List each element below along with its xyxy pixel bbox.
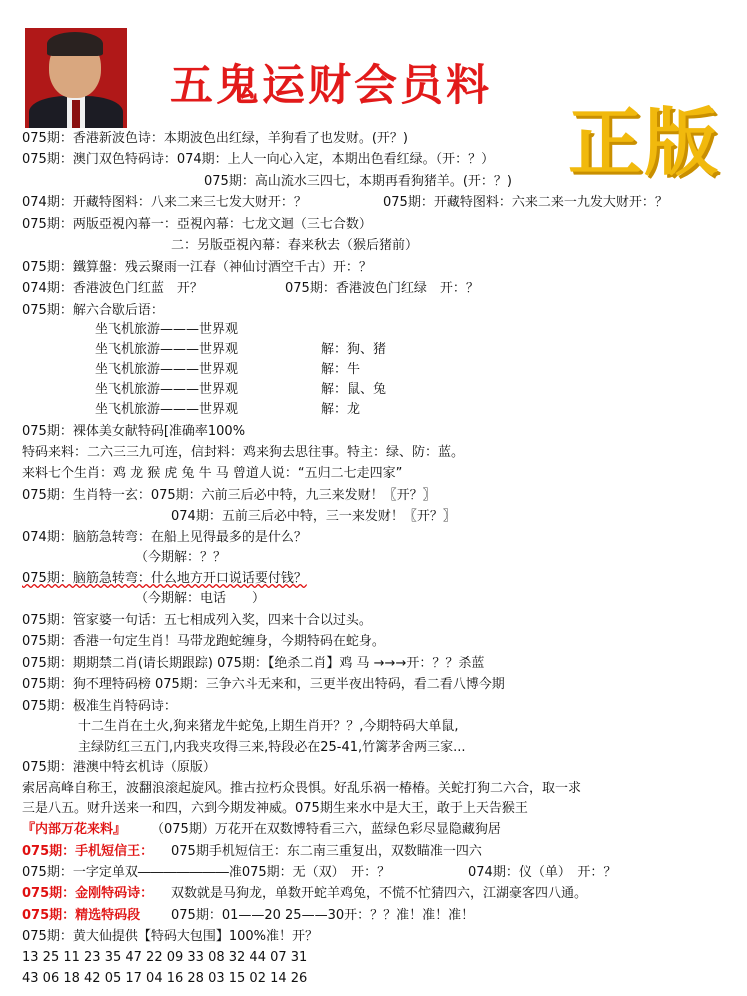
text-line: 074期：仪（单） 开：？	[468, 865, 617, 880]
text-line: 075期手机短信王：东二南三重复出，双数瞄准一四六	[171, 844, 482, 859]
text-line: 075期：开藏特图料：六来二来一九发大财开：？	[383, 195, 668, 210]
text-line: 坐飞机旅游———世界观	[95, 322, 239, 337]
text-line: 主绿防红三五门,内我夹攻得三来,特段必在25-41,竹篱茅舍两三家...	[78, 740, 466, 755]
text-line: 坐飞机旅游———世界观	[95, 402, 239, 417]
text-line: 074期：香港波色门红蓝 开？	[22, 281, 203, 296]
text-line: 十二生肖在土火,狗来猪龙牛蛇兔,上期生肖开？？,今期特码大单鼠,	[78, 719, 459, 734]
text-line: 075期：香港波色门红绿 开：？	[285, 281, 479, 296]
text-line: 二：另版亞視內幕：春来秋去（猴后猪前）	[171, 238, 419, 253]
text-line: 075期：鐵算盤：残云聚雨一江春（神仙讨酒空千古）开：？	[22, 260, 372, 275]
portrait-photo	[25, 28, 127, 128]
text-line: 075期：香港一句定生肖！马带龙跑蛇缠身，今期特码在蛇身。	[22, 634, 385, 649]
page-title: 五鬼运财会员料	[170, 61, 492, 111]
text-line: 解：牛	[321, 362, 361, 377]
text-line: （今期解：？？	[135, 550, 227, 565]
text-line: 075期：一字定单双―――――――准075期：无（双） 开：？	[22, 865, 391, 880]
text-line: 075期：01——20 25——30开：？？准！准！准！	[171, 908, 475, 923]
text-line: （今期解：电话 ）	[135, 591, 266, 606]
portrait-tie	[72, 100, 80, 128]
text-line: 解：龙	[321, 402, 361, 417]
text-line: 双数就是马狗龙，单数开蛇羊鸡兔，不慌不忙猜四六，江湖豪客四八通。	[171, 886, 588, 901]
genuine-stamp: 正版	[568, 100, 720, 186]
text-line: 索居高峰自称王，波翻浪滚起旋风。推古拉朽众畏惧。好乱乐祸一椿椿。关蛇打狗二六合，取一求	[22, 781, 582, 796]
text-line: 075期：管家婆一句话：五七相成列入奖，四来十合以过头。	[22, 613, 372, 628]
text-line: 坐飞机旅游———世界观	[95, 342, 239, 357]
text-line: 075期：狗不理特码榜 075期：三争六斗无来和，三更半夜出特码，看二看八博今期	[22, 677, 505, 692]
portrait-hair	[47, 32, 103, 56]
text-line: 解：狗、猪	[321, 342, 387, 357]
text-line: 075期：极准生肖特码诗：	[22, 699, 177, 714]
text-line: 三是八五。财升送来一和四，六到今期发神威。075期生来水中是大王，敢于上天告猴王	[22, 801, 528, 816]
text-line: 坐飞机旅游———世界观	[95, 382, 239, 397]
text-line: 075期：解六合歇后语：	[22, 303, 164, 318]
text-line: 075期：裸体美女献特码[准确率100%	[22, 424, 246, 439]
text-line: 075期：香港新波色诗：本期波色出红绿，羊狗看了也发财。(开？)	[22, 131, 408, 146]
text-line: 特码来料：二六三三九可连，信封料：鸡来狗去思往事。特主：绿、防：蓝。	[22, 445, 465, 460]
text-line: 075期：黄大仙提供【特码大包围】100%准！开？	[22, 929, 318, 944]
text-line: 074期：开藏特图料：八来二来三七发大财开：？	[22, 195, 307, 210]
text-line: 075期：港澳中特玄机诗（原版）	[22, 760, 216, 775]
text-line-highlight: 075期：手机短信王：	[22, 844, 154, 859]
number-row: 13 25 11 23 35 47 22 09 33 08 32 44 07 31	[22, 950, 308, 965]
text-line: 074期：脑筋急转弯：在船上见得最多的是什么？	[22, 530, 307, 545]
text-line-highlight: 075期：金刚特码诗：	[22, 886, 154, 901]
text-line: 075期：高山流水三四七，本期再看狗猪羊。(开：？)	[204, 174, 512, 189]
text-line: 075期：澳门双色特码诗：074期：上人一向心入定，本期出色看红绿。（开：？）	[22, 152, 495, 167]
text-line: 解：鼠、兔	[321, 382, 387, 397]
text-line: （075期）万花开在双数博特看三六，蓝绿色彩尽显隐藏狗居	[151, 822, 501, 837]
text-line: 075期：两版亞視內幕一：亞視內幕：七龙文迴（三七合数）	[22, 217, 372, 232]
text-line: 075期：脑筋急转弯：什么地方开口说话要付钱？	[22, 571, 307, 586]
text-line: 075期：期期禁二肖(请长期跟踪) 075期：【绝杀二肖】鸡 马 →→→开：？？杀蓝	[22, 656, 485, 671]
text-line: 坐飞机旅游———世界观	[95, 362, 239, 377]
text-line: 075期：生肖特一玄：075期：六前三后必中特，九三来发财！〖开？〗	[22, 488, 436, 503]
text-line: 来料七个生肖：鸡 龙 猴 虎 兔 牛 马 曾道人说：“五归二七走四家”	[22, 466, 403, 481]
number-row: 43 06 18 42 05 17 04 16 28 03 15 02 14 26	[22, 971, 308, 986]
text-line-highlight: 『内部万花来料』	[22, 822, 127, 837]
text-line: 074期：五前三后必中特，三一来发财！〖开？〗	[171, 509, 456, 524]
text-line-highlight: 075期：精选特码段	[22, 908, 141, 923]
